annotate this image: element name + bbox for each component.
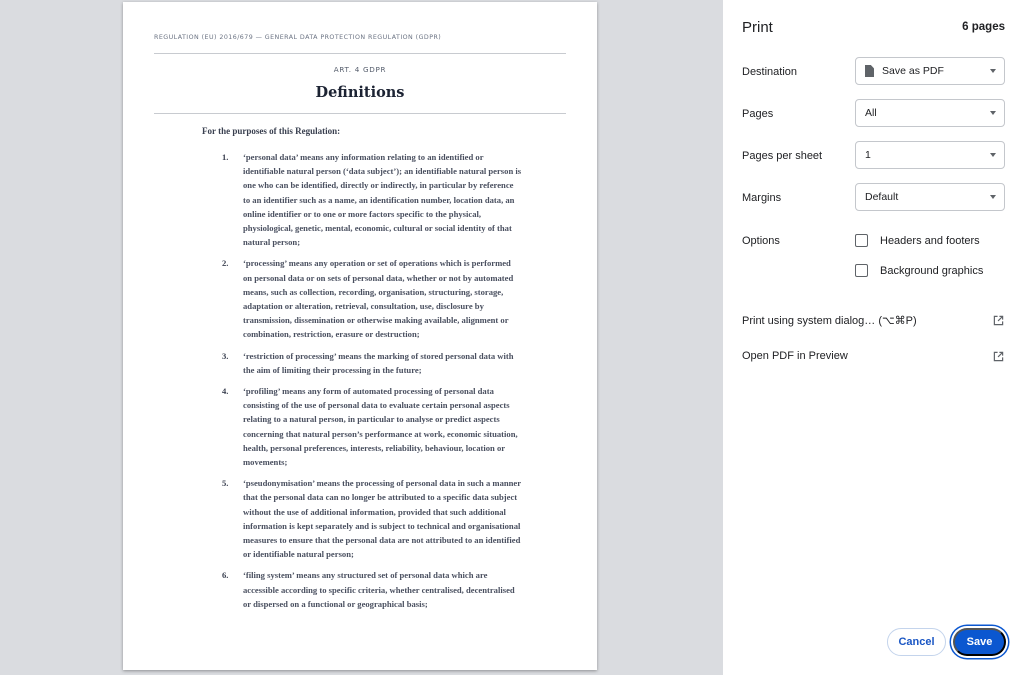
chevron-down-icon [990, 69, 996, 73]
document-running-header: REGULATION (EU) 2016/679 — GENERAL DATA PROTECTION REGULATION (GDPR) [154, 34, 442, 41]
pages-select[interactable] [855, 99, 1005, 127]
chevron-down-icon [990, 195, 996, 199]
destination-select[interactable] [855, 57, 1005, 85]
definition-text: ‘pseudonymisation’ means the processing of personal data in such a manner that the personal data can no longer be attributed to a specific data subject without the use of additional information, provided that such additional information is kept separately and is subject to technical and organisational measures to ensure that the personal data are not attributed to an identified or identifiable natural person; [243, 478, 521, 560]
definition-number: 3. [222, 350, 229, 361]
save-button[interactable]: Save [953, 628, 1006, 656]
headers-footers-option[interactable] [855, 234, 980, 247]
destination-value: Save as PDF [882, 65, 944, 77]
headers-footers-label: Headers and footers [880, 234, 980, 247]
page-count: 6 pages [962, 21, 1005, 33]
definition-text: ‘personal data’ means any information relating to an identified or identifiable natural person (‘data subject’); an identifiable natural person is one who can be identified, directly or indirectly, in particular by reference to an identifier such as a name, an identification number, location data, an online identifier or to one or more factors specific to the physical, physiological, genetic, mental, economic, cultural or social identity of that natural person; [243, 152, 522, 248]
system-dialog-label: Print using system dialog… (⌥⌘P) [742, 315, 917, 327]
title-divider [154, 113, 566, 114]
chevron-down-icon [990, 111, 996, 115]
cancel-button[interactable]: Cancel [887, 628, 946, 656]
pages-per-sheet-select[interactable] [855, 141, 1005, 169]
options-label: Options [742, 235, 780, 247]
margins-value: Default [865, 191, 899, 203]
definition-number: 1. [222, 152, 229, 162]
external-link-icon [993, 315, 1004, 326]
headers-footers-checkbox[interactable] [855, 234, 868, 247]
print-settings-panel [723, 0, 1024, 675]
external-link-icon [993, 351, 1004, 362]
definition-number: 5. [222, 478, 229, 489]
background-graphics-label: Background graphics [880, 264, 984, 277]
document-title: Definitions [315, 84, 405, 101]
definition-item [222, 150, 522, 249]
definition-text: ‘processing’ means any operation or set of operations which is performed on personal data or on sets of personal data, whether or not by automated means, such as collection, recording, organisation, structuring, storage, adaptation or alteration, retrieval, consultation, use, disclosure by transmission, dissemination or otherwise making available, alignment or combination, restriction, erasure or destruction; [243, 258, 514, 340]
definition-item [222, 568, 522, 611]
pages-value: All [865, 107, 877, 119]
definition-item [222, 256, 522, 341]
definitions-list [222, 150, 522, 618]
preview-page [123, 2, 597, 670]
margins-select[interactable] [855, 183, 1005, 211]
definition-number: 2. [222, 258, 229, 269]
file-icon [865, 65, 874, 77]
article-label: ART. 4 GDPR [333, 65, 387, 74]
pages-per-sheet-value: 1 [865, 149, 871, 161]
header-divider [154, 53, 566, 54]
intro-text: For the purposes of this Regulation: [202, 126, 341, 136]
definition-text: ‘profiling’ means any form of automated processing of personal data consisting of the use of personal data to evaluate certain personal aspects relating to a natural person, in particular to analyse or predict aspects concerning that natural person’s performance at work, economic situation, health, personal preferences, interests, reliability, behaviour, location or movements; [243, 386, 518, 468]
pages-label: Pages [742, 108, 774, 120]
definition-number: 4. [222, 386, 229, 397]
definition-text: ‘restriction of processing’ means the marking of stored personal data with the aim of limiting their processing in the future; [243, 350, 514, 375]
open-preview-label: Open PDF in Preview [742, 350, 848, 362]
definition-number: 6. [222, 570, 229, 581]
panel-title: Print [742, 19, 773, 36]
background-graphics-checkbox[interactable] [855, 264, 868, 277]
destination-label: Destination [742, 66, 798, 78]
margins-label: Margins [742, 192, 782, 204]
system-dialog-link[interactable] [742, 314, 1004, 327]
background-graphics-option[interactable] [855, 264, 983, 277]
chevron-down-icon [990, 153, 996, 157]
definition-item [222, 384, 522, 469]
definition-item [222, 476, 522, 561]
definition-item [222, 349, 522, 377]
open-preview-link[interactable] [742, 350, 1004, 362]
pages-per-sheet-label: Pages per sheet [742, 150, 823, 162]
definition-text: ‘filing system’ means any structured set of personal data which are accessible according to specific criteria, whether centralised, decentralised or dispersed on a functional or geographical basis; [243, 570, 515, 609]
